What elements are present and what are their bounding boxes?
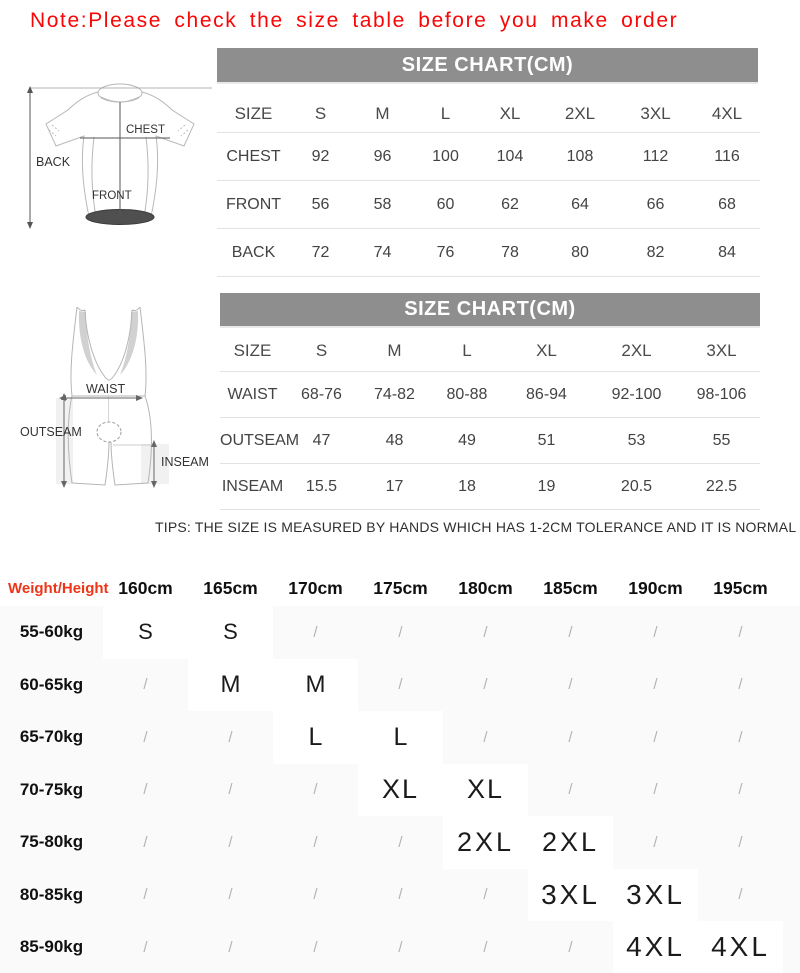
- matrix-row-80-85kg: 80-85kg / / / / / 3XL 3XL /: [0, 869, 800, 922]
- jersey-chest-label: CHEST: [126, 124, 165, 136]
- jersey-size-table: [217, 95, 760, 277]
- jersey-table-header-row: SIZE S M L XL 2XL 3XL 4XL: [217, 95, 760, 133]
- shorts-size-table: [220, 330, 760, 510]
- jersey-back-label: BACK: [36, 155, 71, 169]
- matrix-row-60-65kg: 60-65kg / M M / / / / /: [0, 659, 800, 712]
- jersey-front-row: FRONT 56 58 60 62 64 66 68: [217, 181, 760, 229]
- jersey-diagram: [16, 80, 221, 238]
- matrix-row-75-80kg: 75-80kg / / / / 2XL 2XL / /: [0, 816, 800, 869]
- shorts-waist-row: WAIST 68-76 74-82 80-88 86-94 92-100 98-106: [220, 372, 760, 418]
- jersey-back-row: BACK 72 74 76 78 80 82 84: [217, 229, 760, 277]
- jersey-size-chart-header: SIZE CHART(CM): [217, 48, 758, 82]
- matrix-row-70-75kg: 70-75kg / / / XL XL / / /: [0, 764, 800, 817]
- bib-waist-label: WAIST: [86, 382, 126, 396]
- bib-inseam-label: INSEAM: [161, 455, 209, 469]
- shorts-table-header-row: SIZE S M L XL 2XL 3XL: [220, 330, 760, 372]
- weight-height-matrix: [0, 570, 800, 973]
- jersey-chest-row: CHEST 92 96 100 104 108 112 116: [217, 133, 760, 181]
- matrix-row-55-60kg: 55-60kg S S / / / / / /: [0, 606, 800, 659]
- jersey-front-label: FRONT: [92, 190, 132, 202]
- shorts-outseam-row: OUTSEAM 47 48 49 51 53 55: [220, 418, 760, 464]
- tips-note: TIPS: THE SIZE IS MEASURED BY HANDS WHICH HAS 1-2CM TOLERANCE AND IT IS NORMAL: [155, 519, 797, 535]
- note-banner: Note:Please check the size table before you make order: [30, 9, 679, 32]
- matrix-corner-label: Weight/Height: [8, 579, 109, 597]
- bib-shorts-diagram: [15, 303, 220, 521]
- shorts-size-chart-header: SIZE CHART(CM): [220, 293, 760, 326]
- matrix-row-65-70kg: 65-70kg / / L L / / / /: [0, 711, 800, 764]
- chamois-pad: [97, 422, 121, 442]
- shorts-inseam-row: INSEAM 15.5 17 18 19 20.5 22.5: [220, 464, 760, 510]
- bib-outseam-label: OUTSEAM: [20, 425, 82, 439]
- matrix-header-row: Weight/Height 160cm 165cm 170cm 175cm 180cm 185cm 190cm 195cm: [0, 570, 800, 606]
- matrix-row-85-90kg: 85-90kg / / / / / / 4XL 4XL: [0, 921, 800, 973]
